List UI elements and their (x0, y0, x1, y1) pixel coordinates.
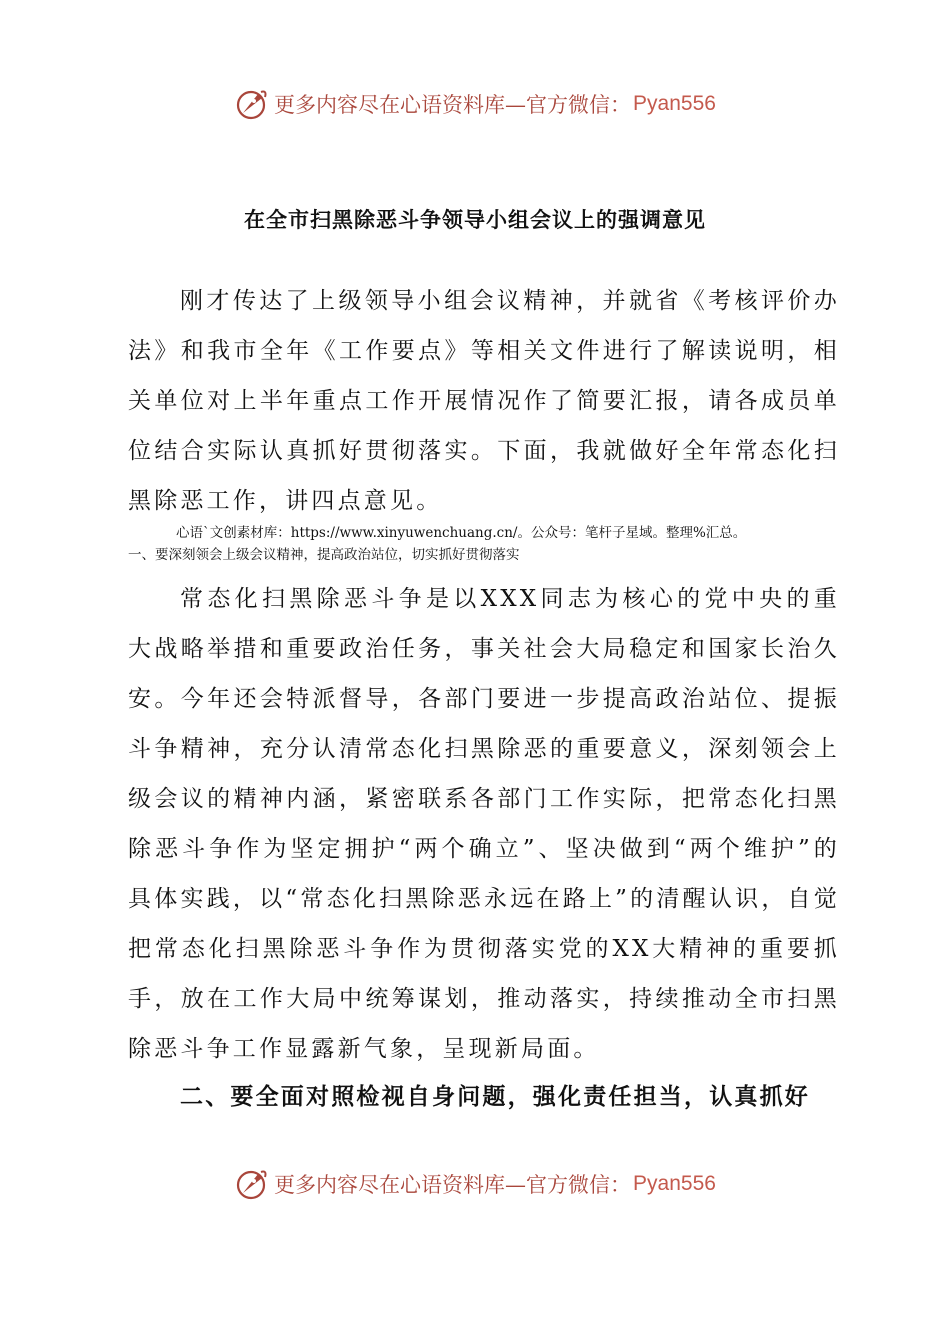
source-note: 心语`文创素材库：https://www.xinyuwenchuang.cn/。公众号：笔杆子星域。整理%汇总。 (176, 525, 747, 541)
banner-text: 更多内容尽在心语资料库—官方微信： (274, 1173, 632, 1197)
section-heading-1: 一、要深刻领会上级会议精神，提高政治站位，切实抓好贯彻落实 (128, 547, 520, 563)
paragraph-section-1: 常态化扫黑除恶斗争是以XXX同志为核心的党中央的重大战略举措和重要政治任务，事关社会大局稳定和国家长治久安。今年还会特派督导，各部门要进一步提高政治站位、提振斗争精神，充分认清常态化扫黑除恶的重要意义，深刻领会上级会议的精神内涵，紧密联系各部门工作实际，把常态化扫黑除恶斗争作为坚定拥护“两个确立”、坚决做到“两个维护”的具体实践，以“常态化扫黑除恶永远在路上”的清醒认识，自觉把常态化扫黑除恶斗争作为贯彻落实党的XX大精神的重要抓手，放在工作大局中统筹谋划，推动落实，持续推动全市扫黑除恶斗争工作显露新气象，呈现新局面。 (128, 586, 840, 1062)
section-heading-2: 二、要全面对照检视自身问题，强化责任担当，认真抓好 (180, 1084, 810, 1110)
banner-wechat-id: Pyan556 (633, 92, 716, 115)
paragraph-intro: 刚才传达了上级领导小组会议精神，并就省《考核评价办法》和我市全年《工作要点》等相关文件进行了解读说明，相关单位对上半年重点工作开展情况作了简要汇报，请各成员单位结合实际认真抓好贯彻落实。下面，我就做好全年常态化扫黑除恶工作，讲四点意见。 (128, 288, 840, 514)
pen-nib-logo-icon (234, 1166, 270, 1202)
header-banner (0, 82, 950, 126)
banner-text: 更多内容尽在心语资料库—官方微信： (274, 93, 632, 117)
document-title: 在全市扫黑除恶斗争领导小组会议上的强调意见 (244, 208, 706, 232)
pen-nib-logo-icon (234, 86, 270, 122)
footer-banner (0, 1162, 950, 1206)
banner-wechat-id: Pyan556 (633, 1172, 716, 1195)
